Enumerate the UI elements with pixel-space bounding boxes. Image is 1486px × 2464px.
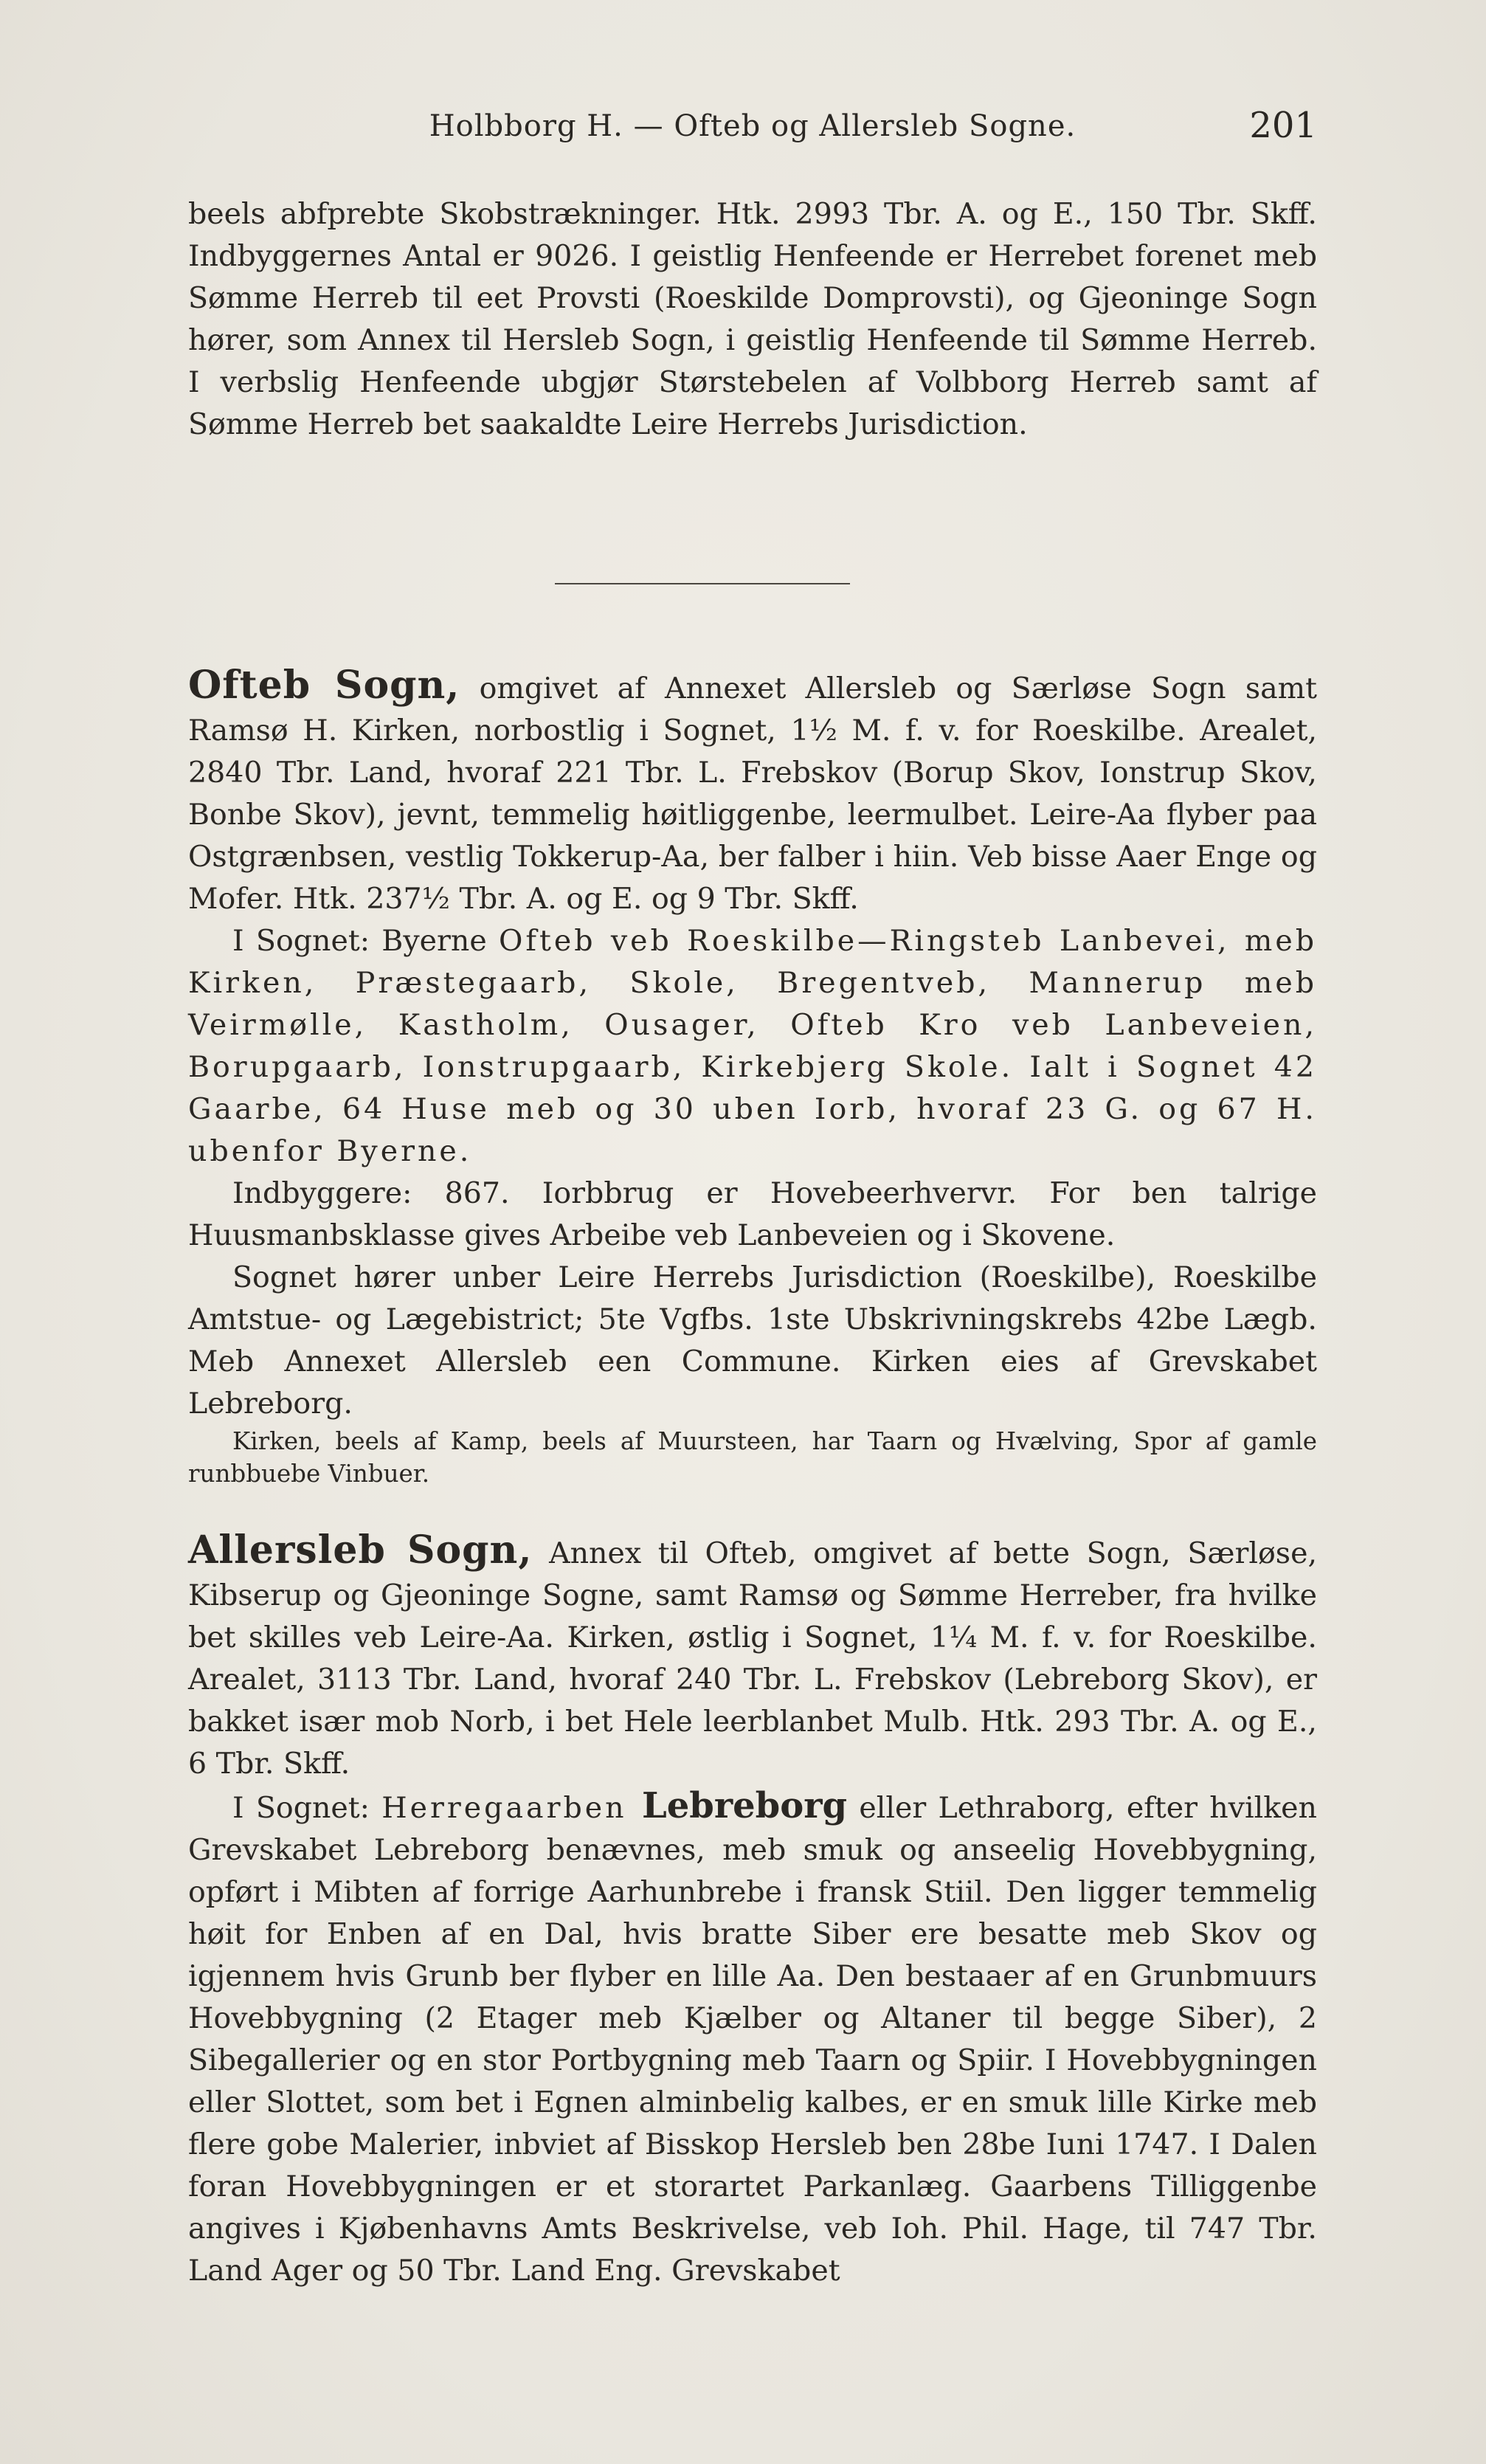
intro-paragraph: beels abfprebte Skobstrækninger. Htk. 2993 Tbr. A. og E., 150 Tbr. Skff. Indbyggernes Antal er 9026. I geistlig Henfeende er Herrebet forenet meb Sømme Herreb til eet Provsti (Roeskilde Domprovsti), og Gjeoninge Sogn hører, som Annex til Hersleb Sogn, i geistlig Henfeende til Sømme Herreb. I verbslig Henfeende ubgjør Størstebelen af Volbborg Herreb samt af Sømme Herreb bet saakaldte Leire Herrebs Jurisdiction.	[188, 197, 1317, 441]
page-header	[188, 105, 1317, 153]
section-divider	[555, 583, 850, 584]
allersleb-estate-label: Herregaarben	[381, 1791, 627, 1825]
allersleb-paragraph-1	[188, 1529, 1317, 1785]
allersleb-estate-intro: I Sognet:	[232, 1791, 382, 1825]
ofted-paragraph-1	[188, 664, 1317, 920]
running-head: Holbborg H. — Ofteb og Allersleb Sogne.	[429, 109, 1077, 143]
page-number: 201	[1249, 105, 1317, 146]
allersleb-description: Annex til Ofteb, omgivet af bette Sogn, Særløse, Kibserup og Gjeoninge Sogne, samt Ramsø og Sømme Herreber, fra hvilke bet skilles veb Leire-Aa. Kirken, østlig i Sognet, 1¼ M. f. v. for Roeskilbe. Arealet, 3113 Tbr. Land, hvoraf 240 Tbr. L. Frebskov (Lebreborg Skov), er bakket især mob Norb, i bet Hele leerblanbet Mulb. Htk. 293 Tbr. A. og E., 6 Tbr. Skff.	[188, 1536, 1318, 1781]
ofted-paragraph-3: Indbyggere: 867. Iorbbrug er Hovebeerhvervr. For ben talrige Huusmanbsklasse gives Arbeibe veb Lanbeveien og i Skovene.	[188, 1176, 1317, 1252]
ofted-villages-intro: I Sognet: Byerne	[232, 924, 500, 958]
allersleb-paragraph-2	[188, 1785, 1317, 2292]
ofted-section	[188, 664, 1317, 1490]
ofted-heading: Ofteb Sogn,	[188, 663, 460, 708]
allersleb-estate-name: Lebreborg	[626, 1785, 848, 1826]
allersleb-section	[188, 1529, 1317, 2292]
intro-section	[188, 193, 1317, 446]
allersleb-heading: Allersleb Sogn,	[188, 1528, 533, 1573]
ofted-paragraph-2	[188, 920, 1317, 1173]
ofted-church-note: Kirken, beels af Kamp, beels af Muursteen, har Taarn og Hvælving, Spor af gamle runbbuebe Vinbuer.	[188, 1427, 1317, 1488]
ofted-paragraph-4: Sognet hører unber Leire Herrebs Jurisdiction (Roeskilbe), Roeskilbe Amtstue- og Lægebistrict; 5te Vgfbs. 1ste Ubskrivningskrebs 42be Lægb. Meb Annexet Allersleb een Commune. Kirken eies af Grevskabet Lebreborg.	[188, 1260, 1317, 1421]
ofted-description: omgivet af Annexet Allersleb og Særløse Sogn samt Ramsø H. Kirken, norbostlig i Sognet, 1½ M. f. v. for Roeskilbe. Arealet, 2840 Tbr. Land, hvoraf 221 Tbr. L. Frebskov (Borup Skov, Ionstrup Skov, Bonbe Skov), jevnt, temmelig høitliggenbe, leermulbet. Leire-Aa flyber paa Ostgrænbsen, vestlig Tokkerup-Aa, ber falber i hiin. Veb bisse Aaer Enge og Mofer. Htk. 237½ Tbr. A. og E. og 9 Tbr. Skff.	[188, 672, 1317, 916]
ofted-villages: Ofteb veb Roeskilbe—Ringsteb Lanbevei, meb Kirken, Præstegaarb, Skole, Bregentveb, Mannerup meb Veirmølle, Kastholm, Ousager, Ofteb Kro veb Lanbeveien, Borupgaarb, Ionstrupgaarb, Kirkebjerg Skole. Ialt i Sognet 42 Gaarbe, 64 Huse meb og 30 uben Iorb, hvoraf 23 G. og 67 H. ubenfor Byerne.	[188, 924, 1317, 1168]
allersleb-estate-description: eller Lethraborg, efter hvilken Grevskabet Lebreborg benævnes, meb smuk og anseelig Hovebbygning, opført i Mibten af forrige Aarhunbrebe i fransk Stiil. Den ligger temmelig høit for Enben af en Dal, hvis bratte Siber ere besatte meb Skov og igjennem hvis Grunb ber flyber en lille Aa. Den bestaaer af en Grunbmuurs Hovebbygning (2 Etager meb Kjælber og Altaner til begge Siber), 2 Sibegallerier og en stor Portbygning meb Taarn og Spiir. I Hovebbygningen eller Slottet, som bet i Egnen alminbelig kalbes, er en smuk lille Kirke meb flere gobe Malerier, inbviet af Bisskop Hersleb ben 28be Iuni 1747. I Dalen foran Hovebbygningen er et storartet Parkanlæg. Gaarbens Tilliggenbe angives i Kjøbenhavns Amts Beskrivelse, veb Ioh. Phil. Hage, til 747 Tbr. Land Ager og 50 Tbr. Land Eng. Grevskabet	[188, 1791, 1317, 2288]
